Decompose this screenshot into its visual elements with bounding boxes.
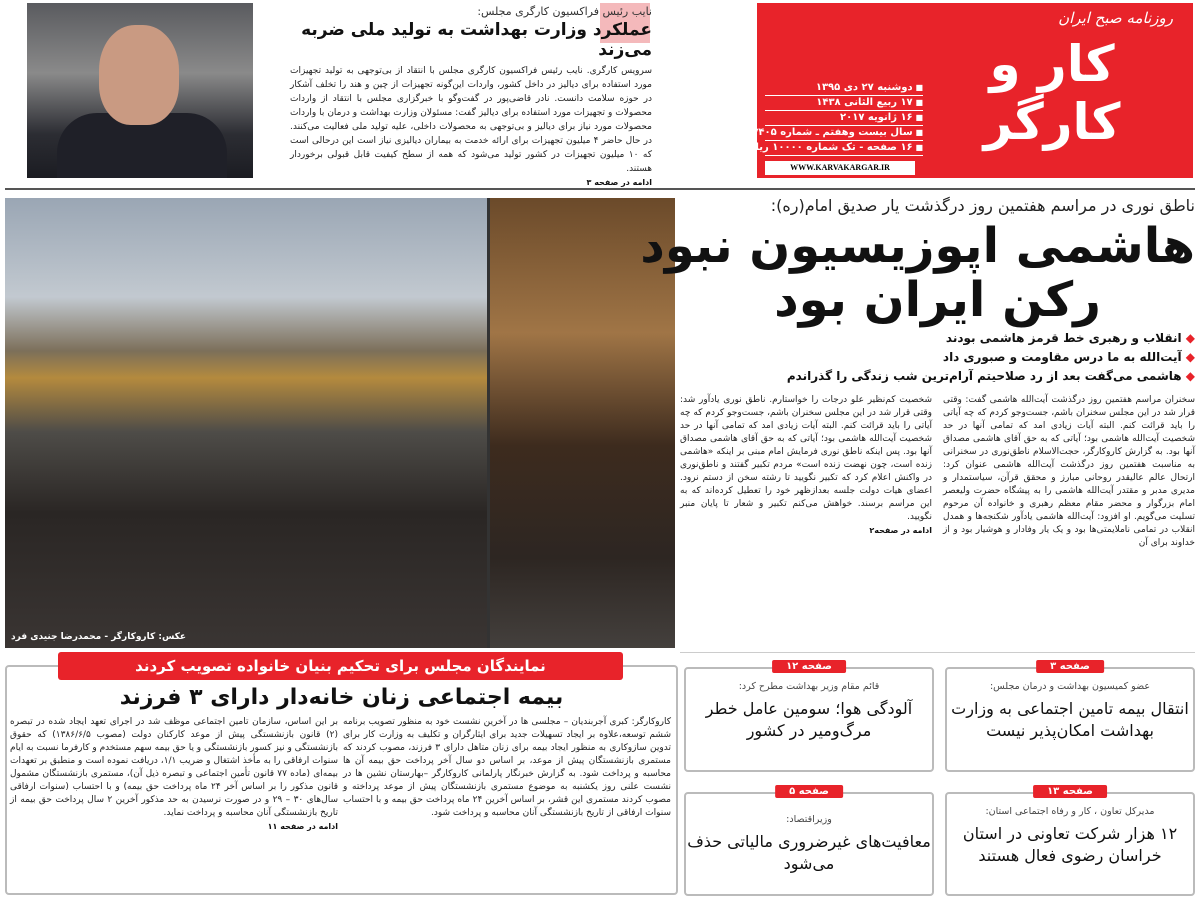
bullet: ◆ انقلاب و رهبری خط قرمز هاشمی بودند bbox=[680, 329, 1195, 348]
teaser-box[interactable] bbox=[684, 786, 934, 896]
divider bbox=[5, 188, 1195, 190]
lead-body-right: سخنران مراسم هفتمین روز درگذشت آیت‌الله هاشمی گفت: وقتی قرار شد در این مجلس سخنران باشم، جست‌وجو کردم که چه آیاتی را باید قرائت کنم. البته آیات زیادی امد که تمامی آنها در حد شخصیت آیت‌الله هاشمی بود؛ آیاتی که به حق آقای هاشمی مصداق آنها بود. به گزارش کاروکارگر، حجت‌الاسلام ناطق‌نوری در سخنرانی به مناسبت هفتمین روز درگذشت آیت‌الله هاشمی عنوان کرد: ارتحال عالم عالیقدر روحانی مبارز و محقق قرآن، سیاستمدار و مدیری مدبر و مقتدر آیت‌الله هاشمی را به پیشگاه حضرت ولیعصر امام بزرگوار و محضر مقام معظم رهبری و خانواده آن مرحوم تسلیت می‌گویم. او افزود: آیت‌الله هاشمی یادآور شکنجه‌ها و همدل انقلاب در تمامی ناملایمتی‌ها بود و یک یار وفادار و هوشیار بود و از خداوند برای آن bbox=[943, 395, 1195, 548]
website-url[interactable]: WWW.KARVAKARGAR.IR bbox=[765, 161, 915, 175]
issue-date-hijri: ■ ۱۷ ربیع الثانی ۱۴۳۸ bbox=[765, 96, 923, 111]
newspaper-logo: کار و کارگر bbox=[983, 35, 1121, 151]
issue-info bbox=[746, 81, 923, 156]
lead-columns bbox=[680, 394, 1195, 550]
divider bbox=[680, 652, 1195, 653]
lead-headline-line: رکن ایران بود bbox=[774, 272, 1101, 328]
teaser-kicker: عضو کمیسیون بهداشت و درمان مجلس: bbox=[989, 681, 1150, 692]
teaser-box[interactable] bbox=[684, 661, 934, 772]
lead-body-left-col bbox=[680, 394, 932, 550]
issue-number: ■ سال بیست وهفتم ـ شماره ۷۴۰۵ bbox=[765, 126, 923, 141]
issue-price: ■ ۱۶ صفحه - تک شماره ۱۰۰۰۰ ریال bbox=[765, 141, 923, 156]
bottom-story-headline[interactable]: بیمه اجتماعی زنان خانه‌دار دارای ۳ فرزند bbox=[119, 685, 564, 710]
lead-body-left: شخصیت کم‌نظیر علو درجات را خواستارم. ناطق نوری یادآور شد: وقتی قرار شد در این مجلس سخنران باشم، جست‌وجو کردم که چه آیاتی را باید قرائت کنم. البته آیات زیادی امد که تمامی آنها در حد شخصیت آیت‌الله هاشمی بود؛ آیاتی که به حق آقای هاشمی مصداق آنها بود. پس اینکه ناطق نوری فرمایش امام مبنی بر اینکه «هاشمی زنده است، چون نهضت زنده است» مردم تکبیر گفتند و ناطق‌نوری در واکنش اعلام کرد که تکبیر نگویید تا رشته سخن از دستم نرود. اعضای هیات دولت جلسه بعدازظهر خود را تعطیل کرده‌اند که به این مراسم برسند. خواهش می‌کنم تکبیر و شعار تا پایان منبر نگویید. bbox=[680, 395, 932, 522]
teaser-kicker: قائم مقام وزیر بهداشت مطرح کرد: bbox=[738, 681, 880, 692]
page-badge: صفحه ۱۲ bbox=[772, 660, 846, 673]
lead-headline-line: هاشمی اپوزیسیون نبود bbox=[640, 218, 1195, 274]
lead-story bbox=[640, 196, 1195, 550]
teaser-box[interactable] bbox=[945, 661, 1195, 772]
teaser-headline: ۱۲ هزار شرکت تعاونی در استان خراسان رضوی فعال هستند bbox=[962, 824, 1178, 865]
bottom-continued[interactable]: ادامه در صفحه ۱۱ bbox=[267, 822, 338, 831]
lead-photo bbox=[5, 198, 675, 648]
lead-continued[interactable]: ادامه در صفحه۲ bbox=[869, 526, 932, 535]
top-story-photo bbox=[27, 3, 253, 178]
page-badge: صفحه ۱۳ bbox=[1033, 785, 1107, 798]
top-story-continued[interactable]: ادامه در صفحه ۳ bbox=[586, 178, 652, 187]
bottom-body-left: بر این اساس، سازمان تامین اجتماعی موظف شد در اجرای تعهد ایجاد شده در تبصره (۲) قانون بازنشستگی پیش از موعد کارکنان دولت (مصوب ۱۳۸۶/۶/۵) که حقوق بازنشستگی و نیز کسور بازنشستگی و یا حق بیمه سهم مستخدم و کارفرما نسبت به ایام سنوات ارفاقی را به مأخذ اشتغال و ضریب ۱/۱، دریافت نموده است و منطبق بر تعهدات بیمه‌ای (ماده ۷۷ قانون تأمین اجتماعی و تبصره ذیل آن)، مستمری بازنشستگان مشمول قانون مذکور را بر اساس آخر ۲۴ ماه پرداخت حق بیمه) و با احتساب (سنوات ارفاقی سال‌های ۳۰ – ۲۹ و در صورت نرسیدن به حد مذکور آخرین ۲ سال پرداخت حق بیمه از تاریخ بازنشستگی آنان محاسبه و پرداخت نماید. bbox=[10, 717, 339, 818]
masthead-subtitle: روزنامه صبح ایران bbox=[1058, 9, 1173, 27]
masthead bbox=[746, 3, 1193, 178]
top-story-kicker: نایب رئیس فراکسیون کارگری مجلس: bbox=[477, 5, 652, 18]
issue-date-persian: ■ دوشنبه ۲۷ دی ۱۳۹۵ bbox=[765, 81, 923, 96]
page-badge: صفحه ۵ bbox=[775, 785, 843, 798]
lead-headline[interactable] bbox=[640, 218, 1195, 328]
lead-kicker: ناطق نوری در مراسم هفتمین روز درگذشت یار صدیق امام(ره): bbox=[770, 196, 1195, 215]
bottom-body-left-col bbox=[10, 716, 338, 831]
page-badge: صفحه ۳ bbox=[1036, 660, 1104, 673]
top-story-headline[interactable]: عملکرد وزارت بهداشت به تولید ملی ضربه می‌زند bbox=[301, 20, 652, 60]
teaser-kicker: وزیراقتصاد: bbox=[786, 814, 832, 825]
bottom-body-right: کاروکارگر: کبری آجربندیان – مجلسی ها در آخرین نشست خود به منظور تصویب برنامه ششم توسعه،علاوه بر ایجاد تسهیلات جدید برای ایثارگران و تکلیف به وزارت کار برای تدوین سازوکاری به منظور ایجاد بیمه برای زنان متاهل دارای ۳ فرزند، مصوب کردند که مستمری بازنشستگان پیش از موعد، بر اساس دو سال آخر پرداخت حق بیمه آن ها محاسبه و پرداخت شود. به گزارش خبرنگار پارلمانی کاروکارگر –بهارستان نشین ها در نشست علنی روز یکشنبه به موضوع مستمری بازنشستگان پیش از موعد پرداخته و مصوب کردند مستمری این قشر، بر اساس آخرین ۲۴ ماه پرداخت حق بیمه و با احتساب سنوات ارفاقی از تاریخ بازنشستگی آنان محاسبه و پرداخت شود. bbox=[343, 717, 671, 818]
bullet: ◆ هاشمی می‌گفت بعد از رد صلاحیتم آرام‌ترین شب زندگی را گذراندم bbox=[680, 367, 1195, 386]
teaser-kicker: مدیرکل تعاون ، کار و رفاه اجتماعی استان: bbox=[985, 806, 1155, 817]
teaser-box[interactable] bbox=[945, 786, 1195, 896]
teaser-headline: انتقال بیمه تامین اجتماعی به وزارت بهداشت امکان‌پذیر نیست bbox=[951, 699, 1189, 740]
teaser-headline: معافیت‌های غیرضروری مالیاتی حذف می‌شود bbox=[687, 832, 931, 873]
lead-bullets bbox=[680, 329, 1195, 386]
bullet: ◆ آیت‌الله به ما درس مقاومت و صبوری داد bbox=[680, 348, 1195, 367]
top-story-body: سرویس کارگری. نایب رئیس فراکسیون کارگری مجلس با انتقاد از بی‌توجهی به تولید تجهیزات مورد استفاده برای دیالیز در داخل کشور، واردات این‌گونه تجهیزات از چین و هند را تخلف آشکار در حوزه سلامت دانست. نادر قاضی‌پور در گفت‌وگو با خبرگزاری مجلس با انتقاد از واردات محصولات و تجهیزات مورد استفاده برای دیالیز گفت: مسئولان وزارت بهداشت و درمان با واردات محصولات مورد نیاز برای دیالیز و بی‌توجهی به محصولات داخلی، علیه تولید ملی فعالیت می‌کنند. در حال حاضر ۴ میلیون تجهیزات برای ارائه خدمت به بیماران دیالیزی نیاز است این درحالی است که ۱۰ میلیون تجهیزات در کشور تولید می‌شود که همه از سطح کیفیت قابل قبولی برخوردار هستند. bbox=[290, 66, 652, 174]
photo-caption: عکس: کاروکارگر - محمدرضا جنیدی فرد bbox=[11, 632, 187, 642]
bottom-story-banner: نمایندگان مجلس برای تحکیم بنیان خانواده تصویب کردند bbox=[58, 652, 623, 680]
teaser-headline: آلودگی هوا؛ سومین عامل خطر مرگ‌ومیر در کشور bbox=[705, 699, 913, 740]
top-story bbox=[290, 5, 652, 187]
issue-date-gregorian: ■ ۱۶ ژانویه ۲۰۱۷ bbox=[765, 111, 923, 126]
